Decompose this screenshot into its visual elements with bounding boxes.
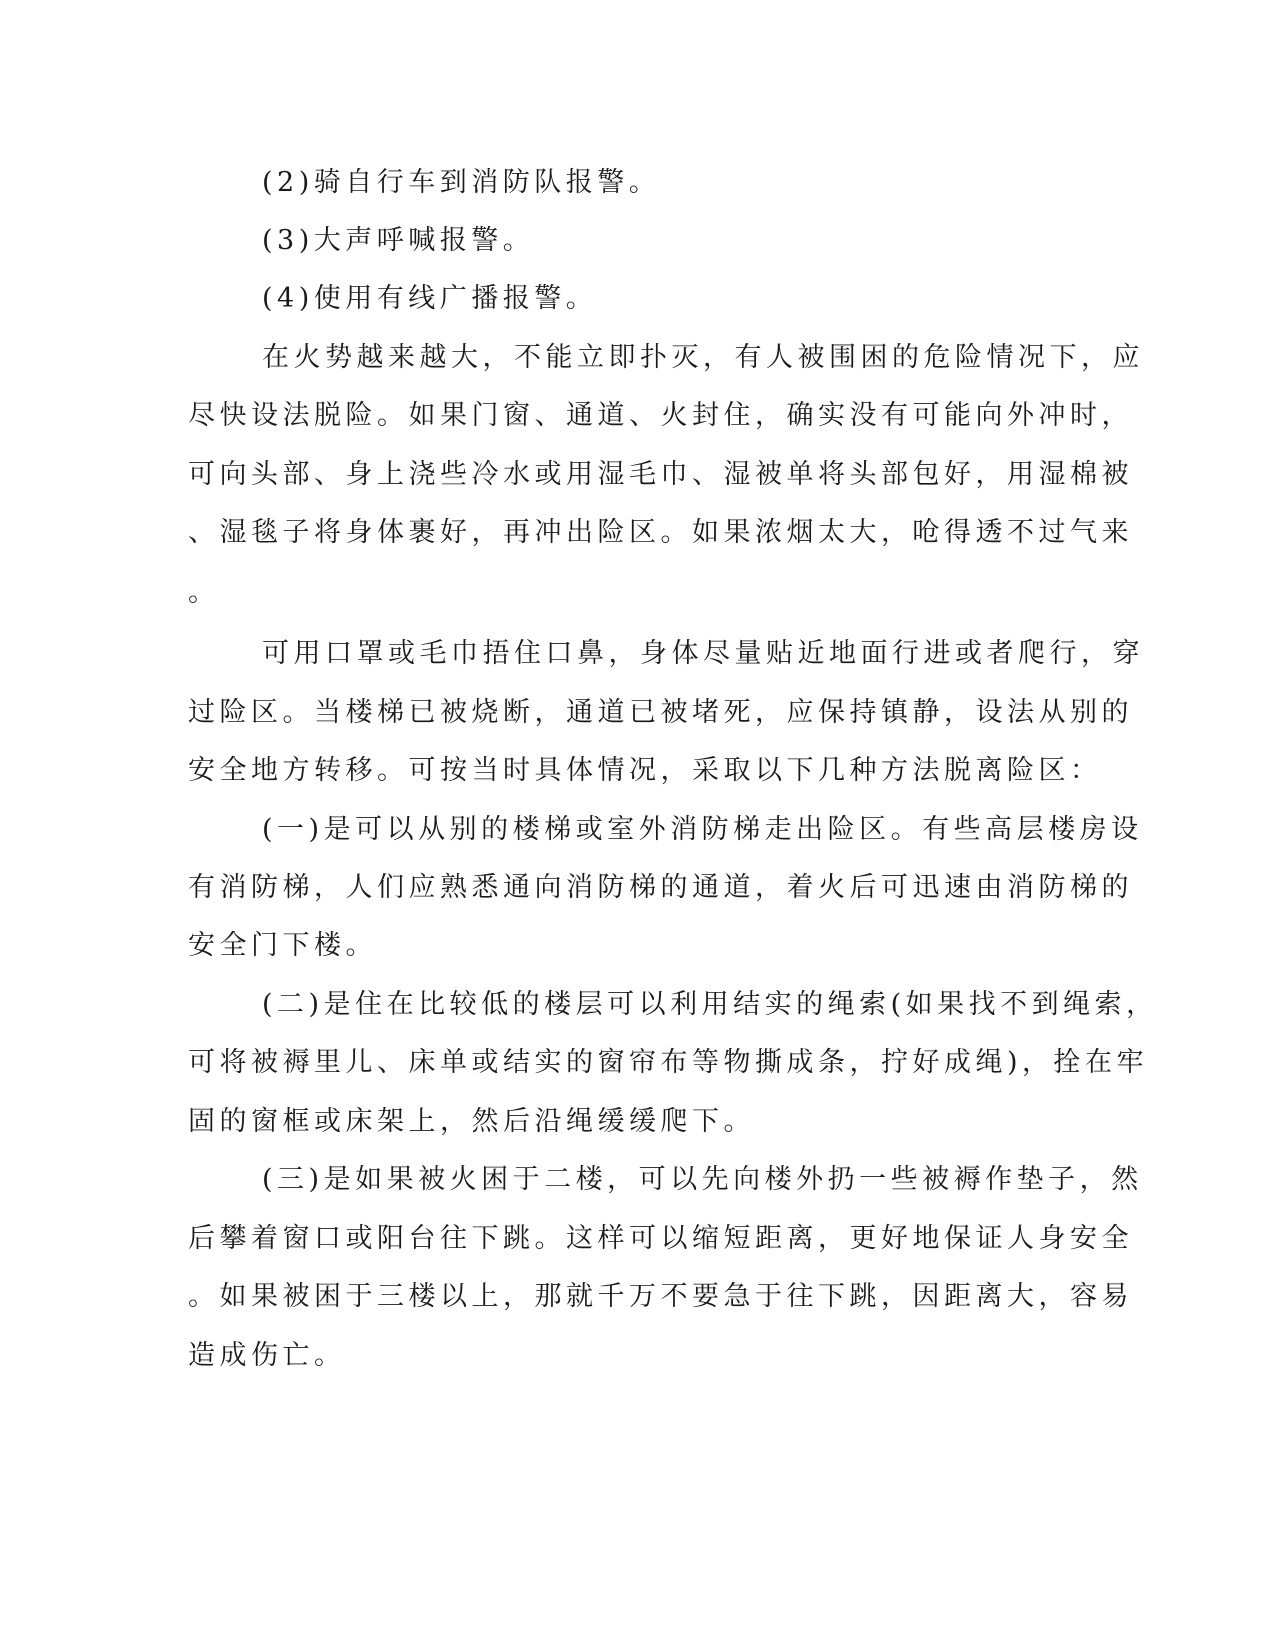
text-line: (2)骑自行车到消防队报警。 bbox=[262, 167, 661, 198]
paragraph-line: (一)是可以从别的楼梯或室外消防梯走出险区。有些高层楼房设 bbox=[262, 814, 1143, 845]
paragraph-line: 后攀着窗口或阳台往下跳。这样可以缩短距离，更好地保证人身安全 bbox=[188, 1223, 1133, 1254]
paragraph-line: 可将被褥里儿、床单或结实的窗帘布等物撕成条，拧好成绳)，拴在牢 bbox=[188, 1047, 1149, 1078]
paragraph-line: 尽快设法脱险。如果门窗、通道、火封住，确实没有可能向外冲时， bbox=[188, 400, 1133, 431]
paragraph-line: 有消防梯，人们应熟悉通向消防梯的通道，着火后可迅速由消防梯的 bbox=[188, 872, 1133, 903]
paragraph-line: 在火势越来越大，不能立即扑灭，有人被围困的危险情况下，应 bbox=[262, 342, 1144, 373]
paragraph-line: 可向头部、身上浇些冷水或用湿毛巾、湿被单将头部包好，用湿棉被 bbox=[188, 459, 1133, 490]
paragraph-line: (二)是住在比较低的楼层可以利用结实的绳索(如果找不到绳索， bbox=[262, 989, 1158, 1020]
paragraph-line: (三)是如果被火困于二楼，可以先向楼外扔一些被褥作垫子，然 bbox=[262, 1164, 1143, 1195]
text-line: (4)使用有线广播报警。 bbox=[262, 283, 598, 314]
paragraph-line: 可用口罩或毛巾捂住口鼻，身体尽量贴近地面行进或者爬行，穿 bbox=[262, 638, 1144, 669]
paragraph-line: 、湿毯子将身体裹好，再冲出险区。如果浓烟太大，呛得透不过气来 bbox=[188, 517, 1133, 548]
paragraph-line: 安全门下楼。 bbox=[188, 930, 377, 961]
paragraph-line: 过险区。当楼梯已被烧断，通道已被堵死，应保持镇静，设法从别的 bbox=[188, 697, 1133, 728]
paragraph-line: 安全地方转移。可按当时具体情况，采取以下几种方法脱离险区： bbox=[188, 755, 1102, 786]
paragraph-line: 造成伤亡。 bbox=[188, 1340, 346, 1371]
paragraph-line: 固的窗框或床架上，然后沿绳缓缓爬下。 bbox=[188, 1106, 755, 1137]
paragraph-line: 。 bbox=[188, 577, 220, 608]
text-line: (3)大声呼喊报警。 bbox=[262, 225, 535, 256]
paragraph-line: 。如果被困于三楼以上，那就千万不要急于往下跳，因距离大，容易 bbox=[188, 1281, 1133, 1312]
